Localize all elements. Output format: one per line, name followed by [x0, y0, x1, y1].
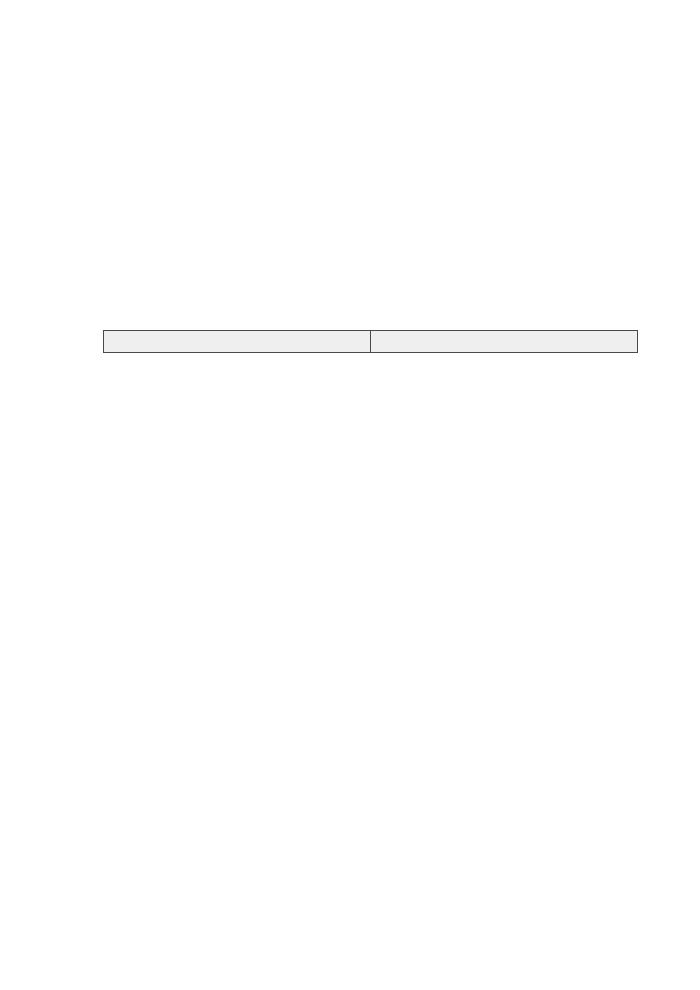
- table-header-row: [104, 331, 638, 353]
- header-category: [104, 331, 371, 353]
- header-documents: [371, 331, 638, 353]
- documents-table: [103, 330, 638, 353]
